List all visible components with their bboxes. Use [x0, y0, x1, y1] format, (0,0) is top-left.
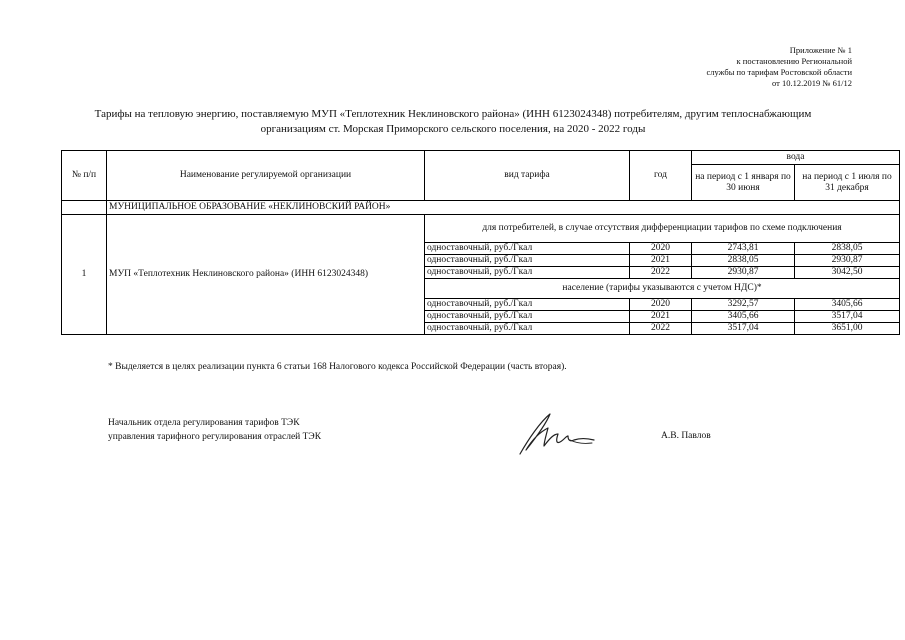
year-cell: 2021 — [630, 255, 692, 267]
footnote: * Выделяется в целях реализации пункта 6 статьи 168 Налогового кодекса Российской Федерации (часть вторая). — [108, 362, 567, 372]
period1-value: 2930,87 — [692, 267, 795, 279]
header-year: год — [630, 151, 692, 201]
tariff-type-cell: одноставочный, руб./Гкал — [425, 255, 630, 267]
tariff-type-cell: одноставочный, руб./Гкал — [425, 323, 630, 335]
period2-value: 3405,66 — [795, 299, 900, 311]
handwritten-signature — [510, 410, 610, 458]
municipality-name: МУНИЦИПАЛЬНОЕ ОБРАЗОВАНИЕ «НЕКЛИНОВСКИЙ РАЙОН» — [107, 201, 900, 215]
position-line-2: управления тарифного регулирования отраслей ТЭК — [108, 432, 322, 442]
municipality-num-cell — [62, 201, 107, 215]
row-number: 1 — [62, 215, 107, 335]
group-title-population: население (тарифы указываются с учетом НДС)* — [425, 279, 900, 299]
period2-value: 3042,50 — [795, 267, 900, 279]
period1-value: 3405,66 — [692, 311, 795, 323]
year-cell: 2022 — [630, 267, 692, 279]
year-cell: 2022 — [630, 323, 692, 335]
position-line-1: Начальник отдела регулирования тарифов ТЭК — [108, 418, 300, 428]
period1-value: 2838,05 — [692, 255, 795, 267]
organization-name: МУП «Теплотехник Неклиновского района» (ИНН 6123024348) — [107, 215, 425, 335]
signatory-name: А.В. Павлов — [661, 431, 711, 441]
period2-value: 3517,04 — [795, 311, 900, 323]
appendix-header — [632, 45, 852, 89]
period1-value: 3292,57 — [692, 299, 795, 311]
period1-value: 2743,81 — [692, 243, 795, 255]
header-num: № п/п — [62, 151, 107, 201]
appendix-line: к постановлению Региональной — [736, 56, 852, 66]
period2-value: 3651,00 — [795, 323, 900, 335]
header-water: вода — [692, 151, 900, 165]
appendix-line: Приложение № 1 — [789, 45, 852, 55]
appendix-line: службы по тарифам Ростовской области — [706, 67, 852, 77]
appendix-line: от 10.12.2019 № 61/12 — [772, 78, 852, 88]
year-cell: 2020 — [630, 243, 692, 255]
signatory-position — [108, 416, 321, 444]
tariff-type-cell: одноставочный, руб./Гкал — [425, 267, 630, 279]
title-line-1: Тарифы на тепловую энергию, поставляемую МУП «Теплотехник Неклиновского района» (ИНН 6123024348) потребителям, другим теплоснабжающим — [94, 108, 812, 120]
header-period-1: на период с 1 января по 30 июня — [692, 165, 795, 201]
year-cell: 2020 — [630, 299, 692, 311]
header-tariff-type: вид тарифа — [425, 151, 630, 201]
period1-value: 3517,04 — [692, 323, 795, 335]
document-title — [60, 107, 846, 137]
tariff-type-cell: одноставочный, руб./Гкал — [425, 311, 630, 323]
title-line-2: организациям ст. Морская Приморского сельского поселения, на 2020 - 2022 годы — [260, 123, 646, 135]
year-cell: 2021 — [630, 311, 692, 323]
header-period-2: на период с 1 июля по 31 декабря — [795, 165, 900, 201]
period2-value: 2838,05 — [795, 243, 900, 255]
tariff-type-cell: одноставочный, руб./Гкал — [425, 243, 630, 255]
group-title-consumers: для потребителей, в случае отсутствия дифференциации тарифов по схеме подключения — [425, 215, 900, 243]
tariff-table — [61, 150, 900, 335]
period2-value: 2930,87 — [795, 255, 900, 267]
header-organization: Наименование регулируемой организации — [107, 151, 425, 201]
tariff-type-cell: одноставочный, руб./Гкал — [425, 299, 630, 311]
